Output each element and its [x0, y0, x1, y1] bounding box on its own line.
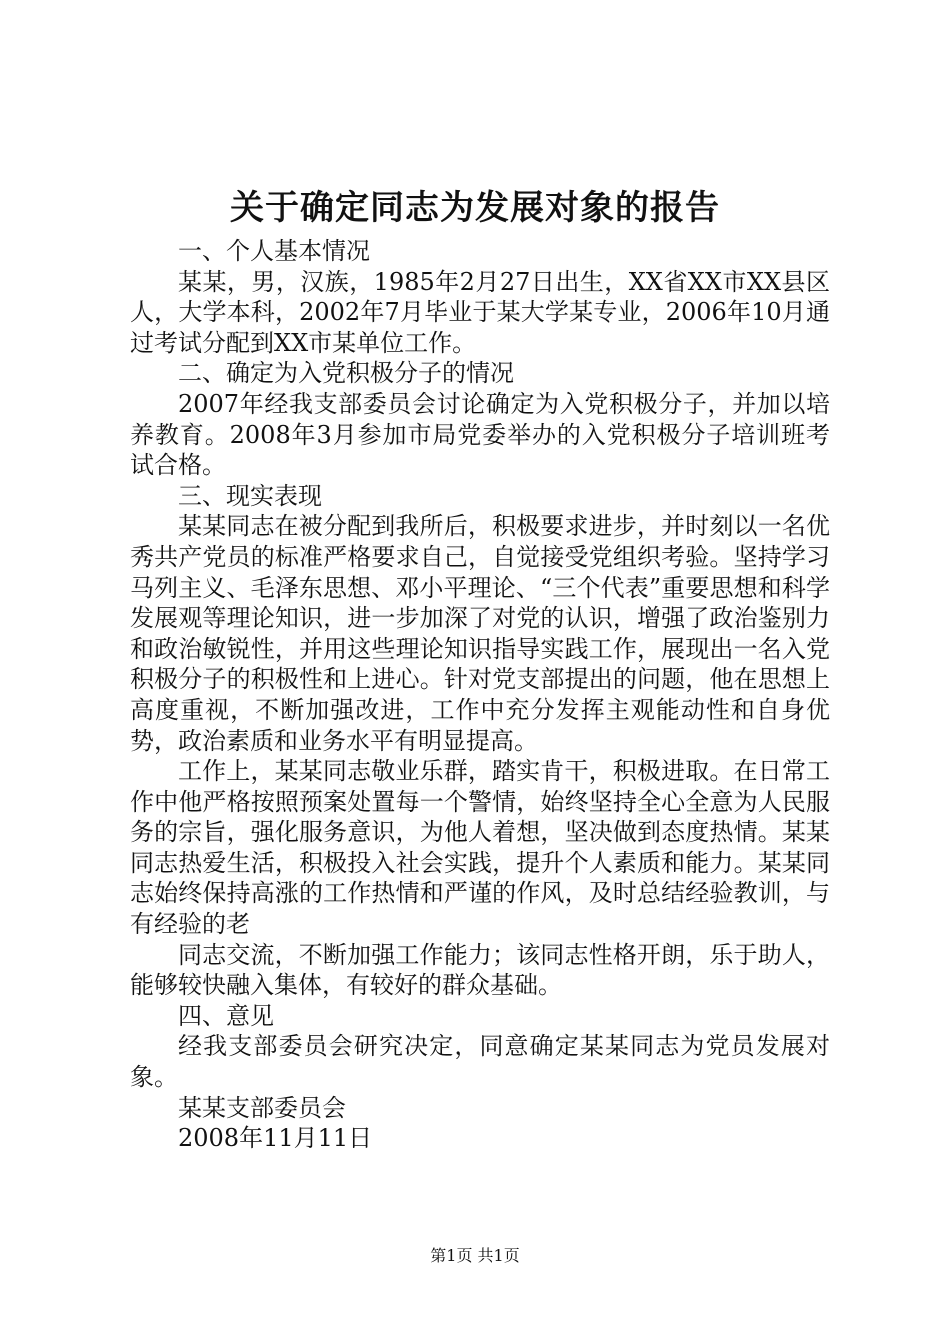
section-heading-opinion: 四、意见 — [178, 1001, 274, 1030]
document-body — [130, 236, 830, 1154]
paragraph-opinion: 经我支部委员会研究决定，同意确定某某同志为党员发展对象。 — [130, 1032, 830, 1092]
signature-committee: 某某支部委员会 — [178, 1093, 346, 1122]
document-title: 关于确定同志为发展对象的报告 — [230, 188, 720, 228]
paragraph-performance-2: 工作上，某某同志敬业乐群，踏实肯干，积极进取。在日常工作中他严格按照预案处置每一个警情，始终坚持全心全意为人民服务的宗旨，强化服务意识，为他人着想，坚决做到态度热情。某某同志热爱生活，积极投入社会实践，提升个人素质和能力。某某同志始终保持高涨的工作热情和严谨的作风，及时总结经验教训，与有经验的老 — [130, 757, 830, 939]
paragraph-basic-info: 某某，男，汉族，1985年2月27日出生，XX省XX市XX县区人，大学本科，2002年7月毕业于某大学某专业，2006年10月通过考试分配到XX市某单位工作。 — [130, 267, 830, 357]
page-footer: 第1页 共1页 — [430, 1246, 520, 1265]
section-heading-basic-info: 一、个人基本情况 — [178, 237, 370, 265]
paragraph-performance-1: 某某同志在被分配到我所后，积极要求进步，并时刻以一名优秀共产党员的标准严格要求自己，自觉接受党组织考验。坚持学习马列主义、毛泽东思想、邓小平理论、“三个代表”重要思想和科学发展观等理论知识，进一步加深了对党的认识，增强了政治鉴别力和政治敏锐性，并用这些理论知识指导实践工作，展现出一名入党积极分子的积极性和上进心。针对党支部提出的问题，他在思想上高度重视，不断加强改进，工作中充分发挥主观能动性和自身优势，政治素质和业务水平有明显提高。 — [130, 512, 830, 755]
section-heading-activist: 二、确定为入党积极分子的情况 — [178, 359, 514, 388]
paragraph-activist: 2007年经我支部委员会讨论确定为入党积极分子，并加以培养教育。2008年3月参加市局党委举办的入党积极分子培训班考试合格。 — [130, 389, 830, 480]
signature-date: 2008年11月11日 — [178, 1124, 373, 1153]
paragraph-performance-3: 同志交流，不断加强工作能力；该同志性格开朗，乐于助人，能够较快融入集体，有较好的群众基础。 — [130, 940, 830, 1000]
section-heading-performance: 三、现实表现 — [178, 481, 322, 510]
